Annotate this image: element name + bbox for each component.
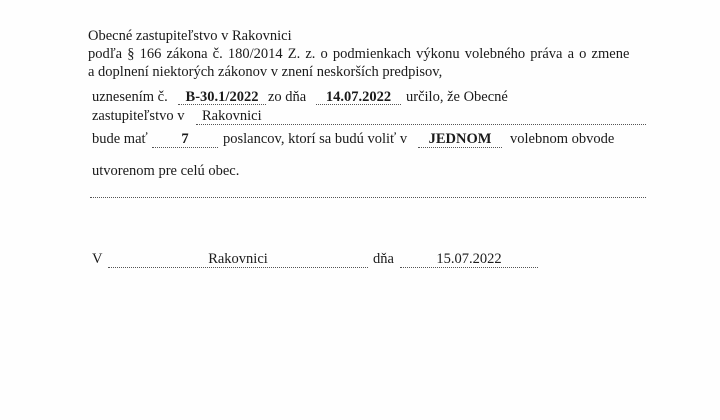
deputies-count-field: 7: [181, 131, 189, 147]
blank-dotline: [90, 197, 646, 198]
signature-date-prefix: dňa: [373, 251, 394, 267]
resolution-date-field: 14.07.2022: [325, 89, 392, 105]
legal-basis-line-1: podľa § 166 zákona č. 180/2014 Z. z. o podmienkach výkonu volebného práva a o zmene: [88, 46, 630, 62]
resolution-date-dotline: [316, 104, 401, 105]
signature-date-field: 15.07.2022: [436, 251, 502, 267]
districts-count-dotline: [418, 147, 502, 148]
signature-place-field: Rakovnici: [208, 251, 268, 267]
legal-basis-line-2: a doplnení niektorých zákonov v znení neskorších predpisov,: [88, 64, 443, 80]
deputies-count-dotline: [152, 147, 218, 148]
districts-count-field: JEDNOM: [428, 131, 492, 147]
council-prefix: zastupiteľstvo v: [92, 108, 185, 124]
deputies-middle: poslancov, ktorí sa budú voliť v: [223, 131, 408, 147]
signature-date-dotline: [400, 267, 538, 268]
resolution-number-field: B-30.1/2022: [185, 89, 259, 105]
deputies-prefix: bude mať: [92, 131, 148, 147]
closing-line: utvorenom pre celú obec.: [92, 163, 240, 179]
resolution-number-dotline: [178, 104, 266, 105]
deputies-suffix: volebnom obvode: [510, 131, 615, 147]
resolution-prefix: uznesením č.: [92, 89, 168, 105]
resolution-suffix: určilo, že Obecné: [406, 89, 508, 105]
signature-place-prefix: V: [92, 251, 103, 267]
resolution-date-prefix: zo dňa: [268, 89, 307, 105]
council-municipality-field: Rakovnici: [202, 108, 262, 124]
header-line: Obecné zastupiteľstvo v Rakovnici: [88, 28, 292, 44]
council-municipality-dotline: [196, 124, 646, 125]
signature-place-dotline: [108, 267, 368, 268]
